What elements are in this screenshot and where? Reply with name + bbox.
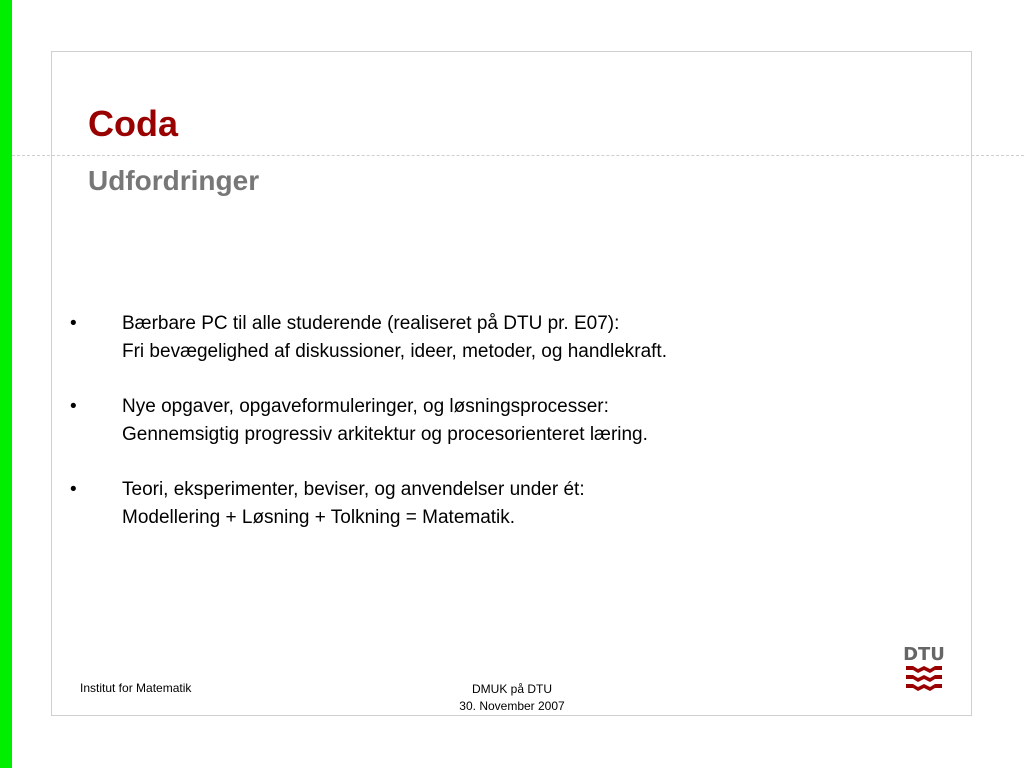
footer-institute: Institut for Matematik <box>80 681 192 695</box>
bullet-text-line: Bærbare PC til alle studerende (realiseret på DTU pr. E07): <box>122 313 620 334</box>
bullet-item <box>70 393 830 449</box>
bullet-item <box>70 310 830 366</box>
slide-subtitle: Udfordringer <box>88 165 260 196</box>
bullet-text-line: Teori, eksperimenter, beviser, og anvendelser under ét: <box>122 479 585 500</box>
bullet-marker: • <box>70 479 77 500</box>
bullet-text-line: Fri bevægelighed af diskussioner, ideer, metoder, og handlekraft. <box>122 341 667 362</box>
bullet-text-line: Gennemsigtig progressiv arkitektur og procesorienteret læring. <box>122 424 648 445</box>
dtu-logo-icon <box>904 643 944 695</box>
footer-event-date: 30. November 2007 <box>459 699 565 713</box>
accent-bar <box>0 0 12 768</box>
svg-text:DTU: DTU <box>904 644 944 665</box>
bullet-list <box>70 310 830 559</box>
bullet-marker: • <box>70 396 77 417</box>
bullet-item <box>70 476 830 532</box>
bullet-marker: • <box>70 313 77 334</box>
bullet-text-line: Modellering + Løsning + Tolkning = Matematik. <box>122 507 516 528</box>
footer-event-name: DMUK på DTU <box>471 682 552 696</box>
slide-title: Coda <box>88 103 178 144</box>
bullet-text-line: Nye opgaver, opgaveformuleringer, og løsningsprocesser: <box>122 396 609 417</box>
footer-event <box>412 681 612 715</box>
